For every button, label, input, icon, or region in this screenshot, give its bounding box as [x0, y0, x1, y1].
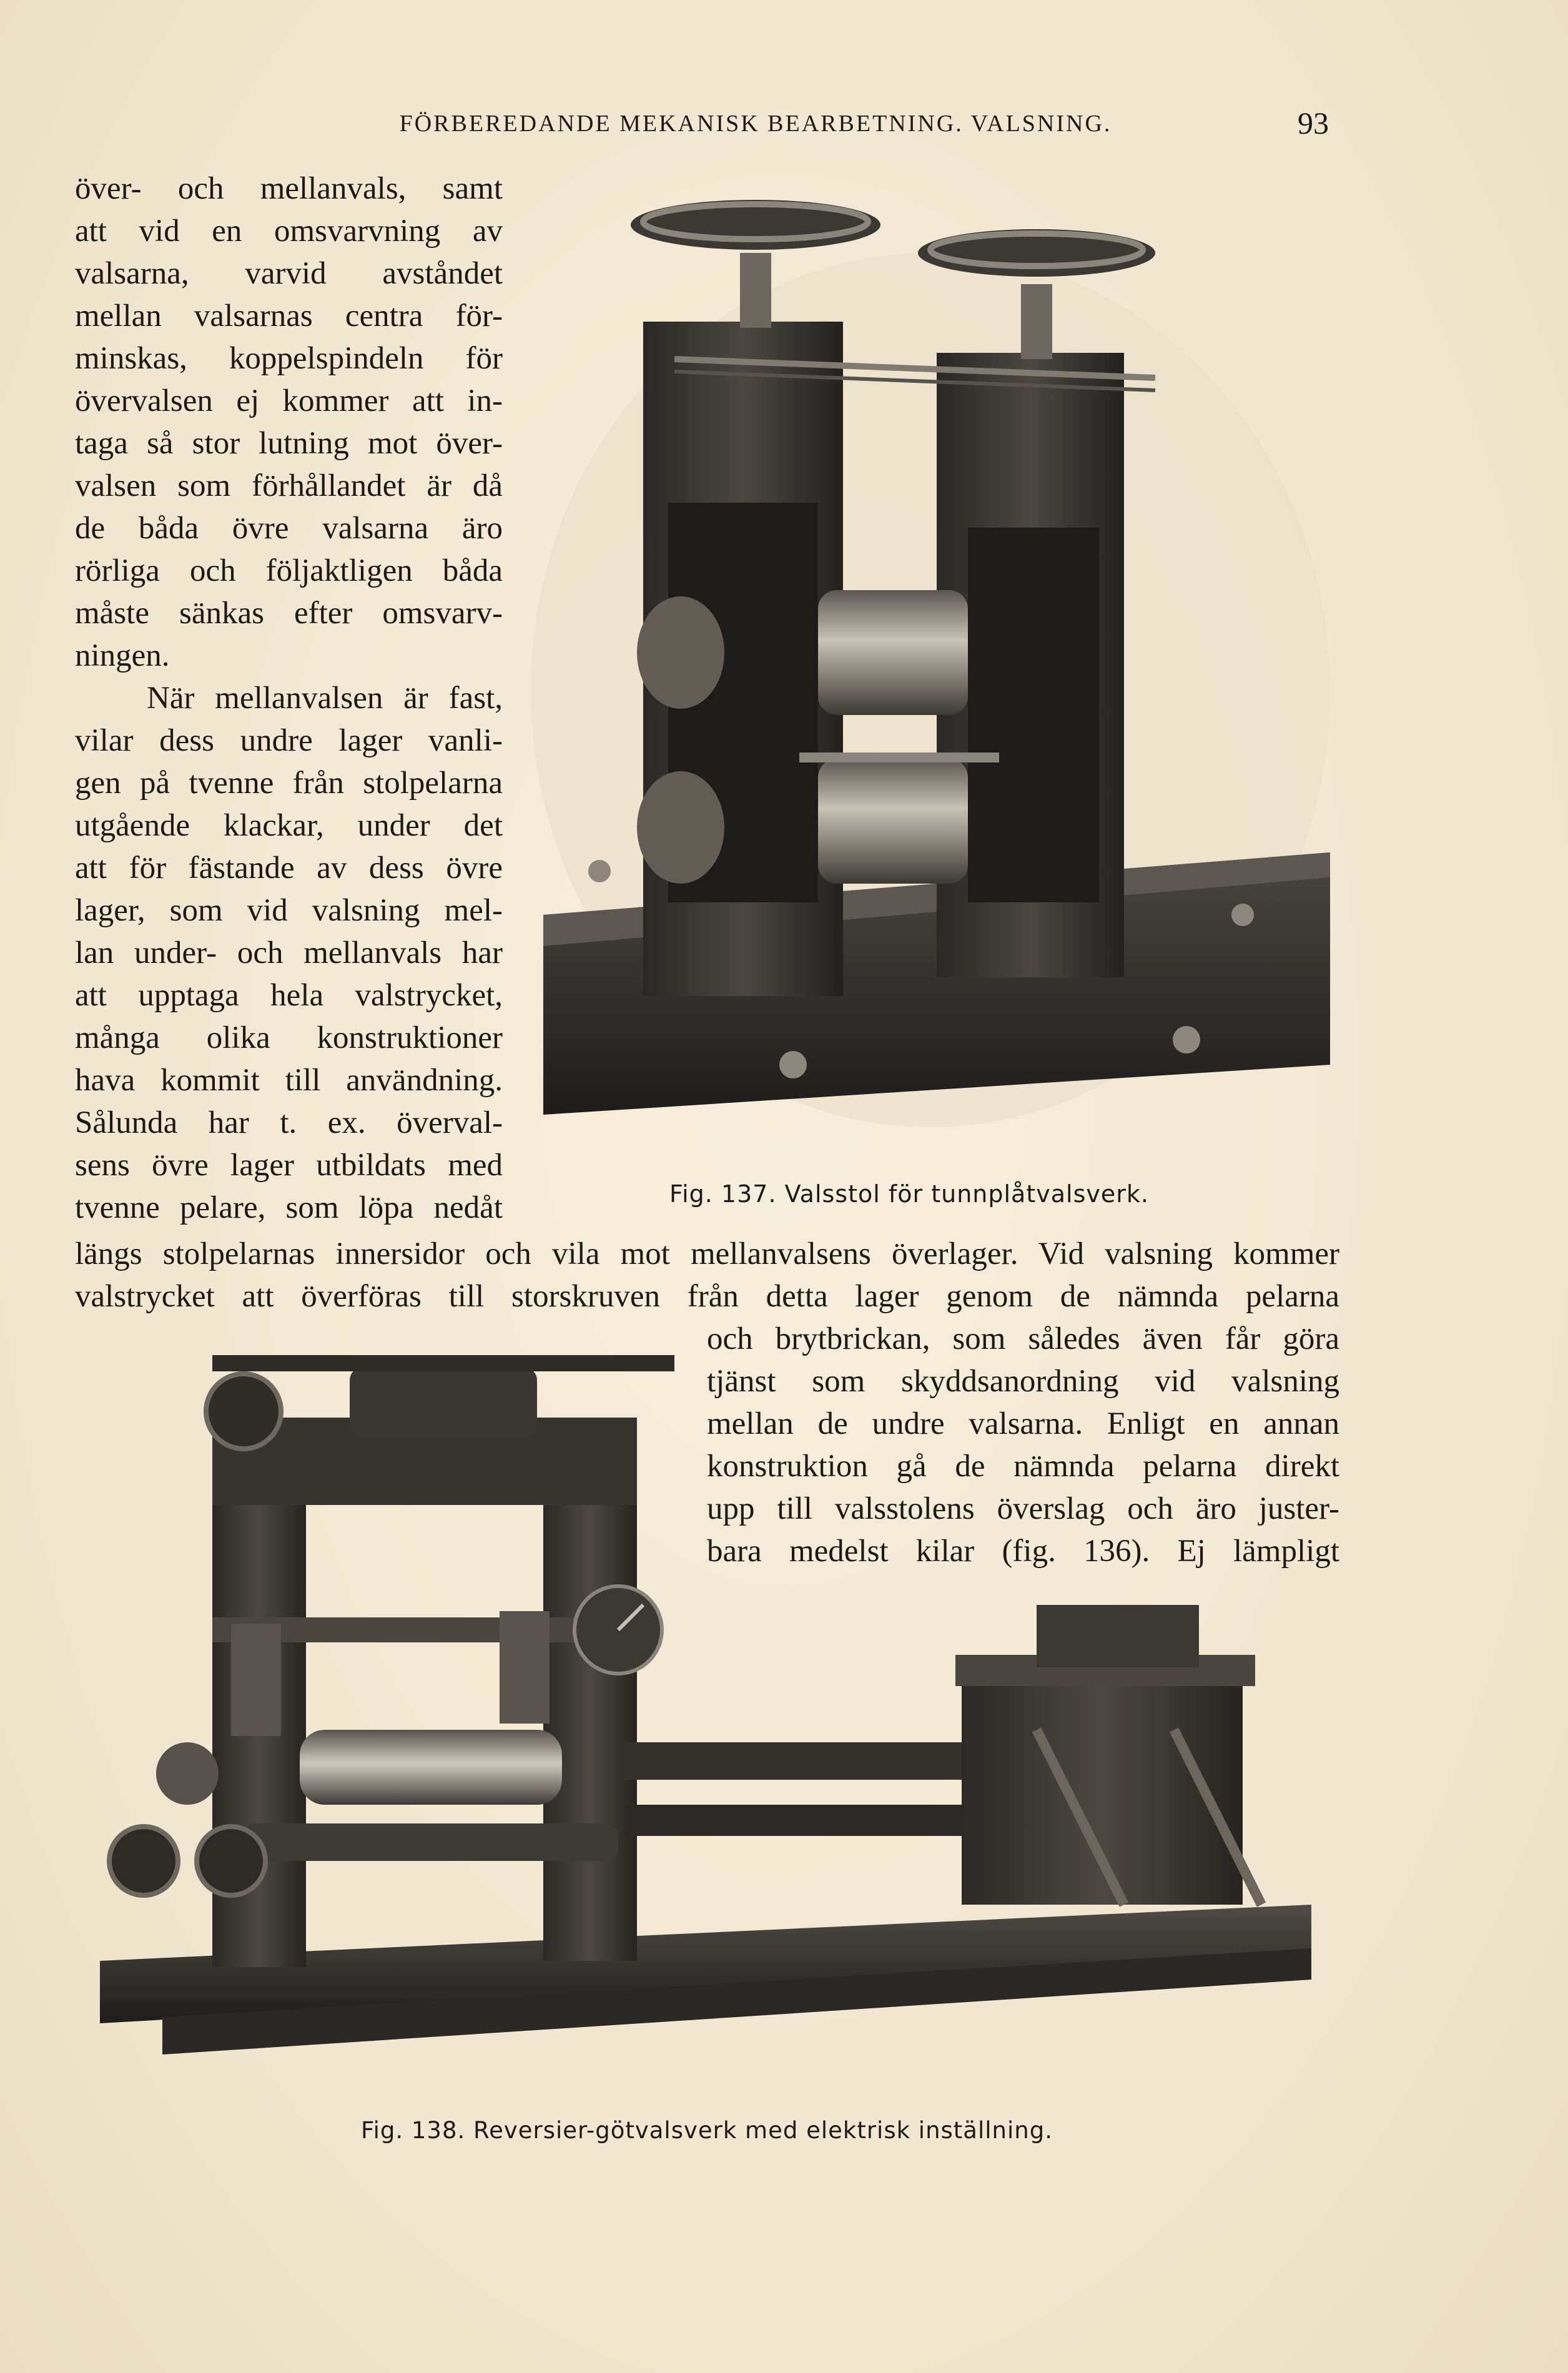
- figure-138-reversing-mill: [87, 1343, 1336, 2067]
- text-line: lager, som vid valsning mel-: [75, 893, 503, 928]
- text-line: Sålunda har t. ex. överval-: [75, 1105, 503, 1140]
- text-line: de båda övre valsarna äro: [75, 511, 503, 546]
- text-line: upp till valsstolens överslag och äro juster-: [707, 1491, 1339, 1526]
- text-line: bara medelst kilar (fig. 136). Ej lämpligt: [707, 1534, 1339, 1569]
- text-line: taga så stor lutning mot över-: [75, 426, 503, 461]
- text-line: vilar dess undre lager vanli-: [75, 723, 503, 758]
- text-line: konstruktion gå de nämnda pelarna direkt: [707, 1449, 1339, 1484]
- figure-138-caption: Fig. 138. Reversier-götvalsverk med elektrisk inställning.: [361, 2117, 1053, 2144]
- text-line: övervalsen ej kommer att in-: [75, 383, 503, 418]
- text-line: rörliga och följaktligen båda: [75, 553, 503, 588]
- running-head: FÖRBEREDANDE MEKANISK BEARBETNING. VALSNING.: [399, 111, 1112, 137]
- page-number: 93: [1298, 106, 1329, 141]
- figure-137-rolling-stand: [531, 178, 1336, 1127]
- text-line: valsarna, varvid avståndet: [75, 256, 503, 291]
- text-line: valsen som förhållandet är då: [75, 468, 503, 503]
- text-line: mellan valsarnas centra för-: [75, 298, 503, 333]
- text-line: att upptaga hela valstrycket,: [75, 978, 503, 1013]
- text-line: många olika konstruktioner: [75, 1020, 503, 1055]
- text-line: att vid en omsvarvning av: [75, 214, 503, 249]
- text-line: och brytbrickan, som således även får göra: [707, 1321, 1339, 1356]
- text-line: måste sänkas efter omsvarv-: [75, 596, 503, 631]
- text-line: gen på tvenne från stolpelarna: [75, 766, 503, 801]
- text-line: att för fästande av dess övre: [75, 851, 503, 886]
- text-line: sens övre lager utbildats med: [75, 1148, 503, 1183]
- figure-137-caption: Fig. 137. Valsstol för tunnplåtvalsverk.: [669, 1180, 1149, 1208]
- text-line: mellan de undre valsarna. Enligt en annan: [707, 1406, 1339, 1441]
- text-line: längs stolpelarnas innersidor och vila mot mellanvalsens överlager. Vid valsning kommer: [75, 1236, 1339, 1271]
- text-line: lan under- och mellanvals har: [75, 935, 503, 970]
- text-line: över- och mellanvals, samt: [75, 171, 503, 206]
- text-line: valstrycket att överföras till storskruven från detta lager genom de nämnda pelarna: [75, 1279, 1339, 1314]
- text-line: minskas, koppelspindeln för: [75, 341, 503, 376]
- text-line: tjänst som skyddsanordning vid valsning: [707, 1364, 1339, 1399]
- text-line: ningen.: [75, 638, 170, 673]
- text-line: När mellanvalsen är fast,: [147, 681, 503, 716]
- text-line: hava kommit till användning.: [75, 1063, 503, 1098]
- text-line: tvenne pelare, som löpa nedåt: [75, 1190, 503, 1225]
- text-line: utgående klackar, under det: [75, 808, 503, 843]
